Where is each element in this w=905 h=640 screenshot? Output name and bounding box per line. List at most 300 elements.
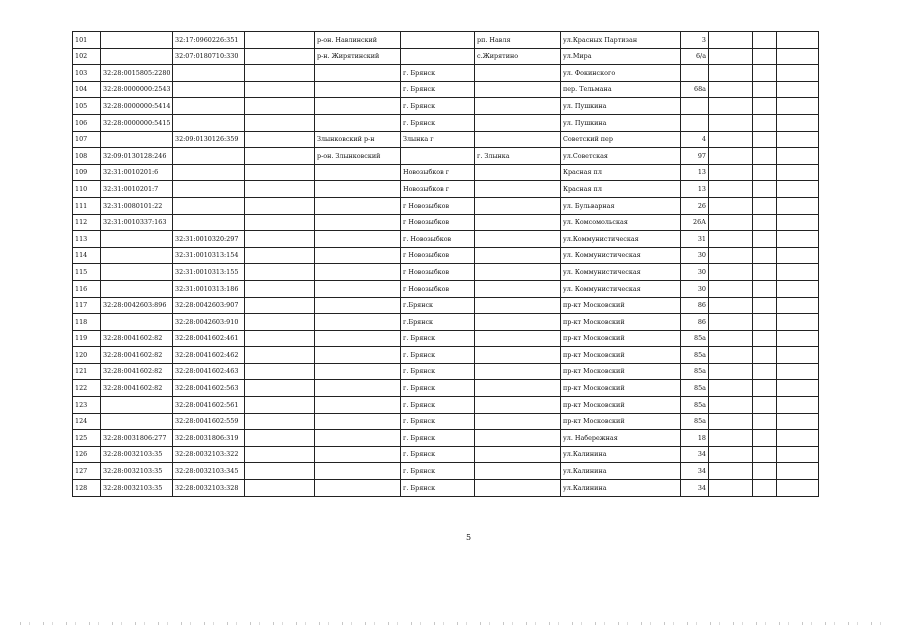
cell-cadastral-number-building [173,148,245,165]
cell-city: г. Брянск [401,330,475,347]
cell-extra-1 [709,413,753,430]
cell-district [315,297,401,314]
cell-house-number: 30 [681,280,709,297]
cell-column-empty [245,363,315,380]
table-row [73,430,819,447]
cell-column-empty [245,98,315,115]
table-row [73,247,819,264]
cell-column-empty [245,280,315,297]
cell-extra-3 [777,181,819,198]
cell-row-number: 122 [73,380,101,397]
cell-settlement [475,347,561,364]
table-body [73,32,819,497]
cell-settlement [475,247,561,264]
cell-extra-2 [753,98,777,115]
cell-house-number: 85а [681,397,709,414]
cell-cadastral-number-building [173,181,245,198]
cell-settlement [475,98,561,115]
cell-extra-3 [777,463,819,480]
cell-column-empty [245,314,315,331]
cell-column-empty [245,413,315,430]
table-row [73,463,819,480]
table-row [73,280,819,297]
cell-extra-3 [777,264,819,281]
cell-settlement [475,231,561,248]
cell-extra-2 [753,347,777,364]
table-row [73,164,819,181]
cell-city [401,32,475,49]
cell-extra-2 [753,413,777,430]
table-row [73,347,819,364]
cell-city: г. Брянск [401,380,475,397]
cell-column-empty [245,330,315,347]
cell-cadastral-number-building: 32:09:0130126:359 [173,131,245,148]
cell-extra-3 [777,231,819,248]
cell-district [315,114,401,131]
cell-extra-1 [709,164,753,181]
cell-cadastral-number-building: 32:28:0041602:563 [173,380,245,397]
cell-street: пр-кт Московский [561,380,681,397]
page-number: 5 [466,533,472,542]
cell-extra-1 [709,347,753,364]
cell-city: г. Брянск [401,446,475,463]
cell-street: ул.Красных Партизан [561,32,681,49]
cell-district [315,231,401,248]
cell-settlement: г. Злынка [475,148,561,165]
cell-city: г. Брянск [401,114,475,131]
cell-extra-2 [753,114,777,131]
cell-house-number: 86 [681,314,709,331]
cell-cadastral-number-building: 32:28:0032103:345 [173,463,245,480]
cell-city: г. Брянск [401,413,475,430]
cell-street: Красная пл [561,181,681,198]
cell-extra-1 [709,264,753,281]
cell-row-number: 103 [73,65,101,82]
cell-extra-2 [753,363,777,380]
cell-extra-2 [753,197,777,214]
cell-extra-3 [777,164,819,181]
cell-city [401,48,475,65]
cell-city: г. Брянск [401,363,475,380]
cell-district [315,480,401,497]
cell-district [315,413,401,430]
cell-settlement [475,131,561,148]
cell-extra-2 [753,48,777,65]
cell-extra-2 [753,148,777,165]
cell-extra-2 [753,397,777,414]
cell-district [315,81,401,98]
cell-settlement [475,463,561,480]
cell-street: пер. Тельмана [561,81,681,98]
cell-house-number: 4 [681,131,709,148]
cell-column-empty [245,81,315,98]
cell-street: ул. Набережная [561,430,681,447]
cell-cadastral-number-building: 32:28:0042603:907 [173,297,245,314]
cell-column-empty [245,446,315,463]
table-row [73,314,819,331]
cell-row-number: 118 [73,314,101,331]
cell-extra-1 [709,380,753,397]
cell-column-empty [245,430,315,447]
cell-extra-1 [709,214,753,231]
cell-extra-3 [777,114,819,131]
cell-district [315,397,401,414]
cell-house-number: 85а [681,330,709,347]
cell-cadastral-number-building: 32:28:0032103:322 [173,446,245,463]
cell-row-number: 116 [73,280,101,297]
cell-district [315,214,401,231]
cell-city: г. Брянск [401,463,475,480]
cell-extra-2 [753,264,777,281]
cell-cadastral-number-land: 32:28:0042603:896 [101,297,173,314]
cell-street: ул. Пушкина [561,98,681,115]
cell-city: г.Брянск [401,297,475,314]
cell-city: г. Брянск [401,397,475,414]
cell-cadastral-number-building [173,81,245,98]
cell-cadastral-number-land: 32:28:0000000:5414 [101,98,173,115]
cell-settlement [475,164,561,181]
table-row [73,81,819,98]
cell-settlement: с.Жирятино [475,48,561,65]
cell-house-number: 3 [681,32,709,49]
cell-house-number [681,114,709,131]
cell-district [315,363,401,380]
cell-extra-1 [709,480,753,497]
cell-settlement [475,114,561,131]
cell-extra-1 [709,114,753,131]
table-row [73,98,819,115]
cell-street: ул.Калинина [561,480,681,497]
cell-cadastral-number-land: 32:09:0130128:246 [101,148,173,165]
cell-extra-2 [753,430,777,447]
cell-cadastral-number-land: 32:28:0000000:5415 [101,114,173,131]
cell-street: ул.Калинина [561,446,681,463]
cell-cadastral-number-building: 32:28:0041602:462 [173,347,245,364]
table-row [73,446,819,463]
cell-extra-2 [753,314,777,331]
cell-settlement [475,264,561,281]
cell-city: Новозыбков г [401,164,475,181]
cell-street: ул. Пушкина [561,114,681,131]
cell-extra-3 [777,480,819,497]
cell-cadastral-number-building [173,114,245,131]
cell-row-number: 119 [73,330,101,347]
table-row [73,231,819,248]
cell-district [315,330,401,347]
cell-city: г. Брянск [401,98,475,115]
cell-street: пр-кт Московский [561,413,681,430]
table-row [73,65,819,82]
cell-extra-2 [753,280,777,297]
cell-column-empty [245,65,315,82]
cell-extra-1 [709,397,753,414]
cell-cadastral-number-building: 32:31:0010313:186 [173,280,245,297]
cell-extra-3 [777,330,819,347]
cell-extra-3 [777,48,819,65]
cell-column-empty [245,264,315,281]
cell-row-number: 113 [73,231,101,248]
cell-extra-3 [777,131,819,148]
cell-cadastral-number-building: 32:28:0042603:910 [173,314,245,331]
cell-district [315,65,401,82]
cell-extra-2 [753,231,777,248]
cell-row-number: 109 [73,164,101,181]
table-row [73,48,819,65]
cell-street: Красная пл [561,164,681,181]
cell-extra-1 [709,181,753,198]
cell-street: ул. Фокинского [561,65,681,82]
cell-settlement [475,380,561,397]
cell-extra-3 [777,347,819,364]
cell-cadastral-number-land [101,413,173,430]
cell-row-number: 126 [73,446,101,463]
cell-district [315,197,401,214]
cell-row-number: 121 [73,363,101,380]
cell-street: ул. Комсомольская [561,214,681,231]
cell-cadastral-number-building: 32:28:0031806:319 [173,430,245,447]
cell-district: р-он. Злынковский [315,148,401,165]
cell-cadastral-number-land [101,247,173,264]
cell-cadastral-number-land [101,231,173,248]
table-row [73,380,819,397]
cell-row-number: 108 [73,148,101,165]
cell-column-empty [245,247,315,264]
cell-street: пр-кт Московский [561,297,681,314]
cell-settlement [475,297,561,314]
cell-extra-2 [753,480,777,497]
cell-house-number: 97 [681,148,709,165]
cell-extra-2 [753,65,777,82]
cell-extra-3 [777,413,819,430]
cell-extra-1 [709,330,753,347]
cell-district [315,380,401,397]
cell-settlement [475,181,561,198]
cell-house-number: 26 [681,197,709,214]
cell-street: ул.Коммунистическая [561,231,681,248]
cell-extra-1 [709,231,753,248]
cell-settlement [475,413,561,430]
cell-extra-1 [709,148,753,165]
cell-extra-2 [753,164,777,181]
cell-extra-2 [753,463,777,480]
cell-house-number [681,98,709,115]
cell-settlement [475,330,561,347]
cell-settlement [475,397,561,414]
cell-city [401,148,475,165]
cell-cadastral-number-land: 32:28:0041602:82 [101,380,173,397]
cell-cadastral-number-building: 32:31:0010320:297 [173,231,245,248]
cell-extra-2 [753,446,777,463]
cell-row-number: 128 [73,480,101,497]
cell-extra-2 [753,330,777,347]
cell-cadastral-number-land: 32:28:0031806:277 [101,430,173,447]
cell-cadastral-number-building [173,65,245,82]
cell-column-empty [245,32,315,49]
cell-street: ул. Бульварная [561,197,681,214]
cell-cadastral-number-building [173,197,245,214]
cell-street: ул.Советская [561,148,681,165]
cell-city: г. Брянск [401,430,475,447]
cell-house-number: 68а [681,81,709,98]
cell-cadastral-number-building: 32:07:0180710:330 [173,48,245,65]
cell-row-number: 112 [73,214,101,231]
cell-column-empty [245,397,315,414]
cell-row-number: 114 [73,247,101,264]
table-row [73,131,819,148]
cell-house-number: 30 [681,247,709,264]
cell-cadastral-number-building: 32:17:0960226:351 [173,32,245,49]
cell-extra-1 [709,463,753,480]
cell-district [315,347,401,364]
cell-extra-1 [709,98,753,115]
cell-extra-3 [777,297,819,314]
cell-street: пр-кт Московский [561,330,681,347]
cell-cadastral-number-land: 32:28:0000000:2543 [101,81,173,98]
cell-column-empty [245,347,315,364]
cell-extra-1 [709,197,753,214]
cell-extra-3 [777,314,819,331]
cell-street: Советский пер [561,131,681,148]
cell-extra-1 [709,131,753,148]
cell-extra-3 [777,430,819,447]
cell-row-number: 120 [73,347,101,364]
cell-column-empty [245,297,315,314]
cell-district [315,430,401,447]
cell-city: г Новозыбков [401,247,475,264]
table-row [73,330,819,347]
cell-settlement [475,214,561,231]
cell-cadastral-number-land [101,131,173,148]
cell-district: р-он. Навлинский [315,32,401,49]
cell-street: ул. Коммунистическая [561,264,681,281]
cell-district [315,264,401,281]
cell-city: г. Брянск [401,65,475,82]
cell-extra-2 [753,181,777,198]
cell-extra-1 [709,314,753,331]
cell-cadastral-number-building: 32:28:0032103:328 [173,480,245,497]
cell-cadastral-number-land: 32:28:0032103:35 [101,463,173,480]
cell-settlement [475,65,561,82]
cell-house-number: 86 [681,297,709,314]
cell-extra-3 [777,380,819,397]
cell-district [315,280,401,297]
cell-extra-3 [777,81,819,98]
table-row [73,114,819,131]
cell-extra-3 [777,214,819,231]
cell-house-number: 31 [681,231,709,248]
cell-house-number: 34 [681,446,709,463]
cell-street: пр-кт Московский [561,397,681,414]
cell-extra-1 [709,48,753,65]
cell-column-empty [245,181,315,198]
cell-house-number: 85а [681,363,709,380]
cell-extra-1 [709,363,753,380]
cell-house-number: 85а [681,347,709,364]
cell-district: р-н. Жирятинский [315,48,401,65]
cell-city: г. Новозыбков [401,231,475,248]
cell-cadastral-number-land: 32:28:0041602:82 [101,363,173,380]
cell-extra-2 [753,380,777,397]
cell-extra-2 [753,297,777,314]
table-row [73,363,819,380]
cell-street: ул.Калинина [561,463,681,480]
cell-cadastral-number-building: 32:28:0041602:463 [173,363,245,380]
cell-house-number [681,65,709,82]
cell-row-number: 115 [73,264,101,281]
cell-row-number: 111 [73,197,101,214]
cell-column-empty [245,480,315,497]
table-row [73,214,819,231]
cell-house-number: 34 [681,480,709,497]
cell-extra-2 [753,247,777,264]
cell-row-number: 105 [73,98,101,115]
table-row [73,397,819,414]
cell-house-number: 85а [681,380,709,397]
cell-city: Злынка г [401,131,475,148]
cell-cadastral-number-land [101,397,173,414]
cell-column-empty [245,164,315,181]
cell-extra-3 [777,363,819,380]
cell-row-number: 124 [73,413,101,430]
cell-district [315,181,401,198]
cell-cadastral-number-land: 32:31:0010337:163 [101,214,173,231]
cell-settlement [475,430,561,447]
cell-city: Новозыбков г [401,181,475,198]
table-row [73,32,819,49]
cell-row-number: 127 [73,463,101,480]
cell-extra-3 [777,446,819,463]
cell-house-number: 85а [681,413,709,430]
cell-settlement [475,363,561,380]
cell-city: г.Брянск [401,314,475,331]
table-row [73,181,819,198]
cell-row-number: 101 [73,32,101,49]
cell-column-empty [245,197,315,214]
cell-district [315,446,401,463]
cell-district [315,247,401,264]
cell-cadastral-number-building [173,164,245,181]
cell-extra-3 [777,247,819,264]
cell-city: г Новозыбков [401,264,475,281]
cell-column-empty [245,48,315,65]
cell-row-number: 104 [73,81,101,98]
table-row [73,148,819,165]
cell-extra-3 [777,148,819,165]
cell-extra-3 [777,197,819,214]
cell-extra-3 [777,32,819,49]
cell-column-empty [245,214,315,231]
cell-district [315,463,401,480]
cell-extra-1 [709,81,753,98]
cell-row-number: 107 [73,131,101,148]
cell-house-number: 30 [681,264,709,281]
cell-row-number: 110 [73,181,101,198]
cell-settlement [475,81,561,98]
cell-cadastral-number-building: 32:28:0041602:559 [173,413,245,430]
cell-row-number: 117 [73,297,101,314]
cell-extra-1 [709,430,753,447]
cell-street: ул. Коммунистическая [561,247,681,264]
cell-cadastral-number-land: 32:28:0032103:35 [101,446,173,463]
cell-city: г. Брянск [401,347,475,364]
cell-city: г. Брянск [401,81,475,98]
cell-column-empty [245,148,315,165]
cell-street: пр-кт Московский [561,363,681,380]
registry-table [72,31,819,497]
cell-city: г Новозыбков [401,214,475,231]
cell-cadastral-number-land [101,280,173,297]
cell-row-number: 125 [73,430,101,447]
